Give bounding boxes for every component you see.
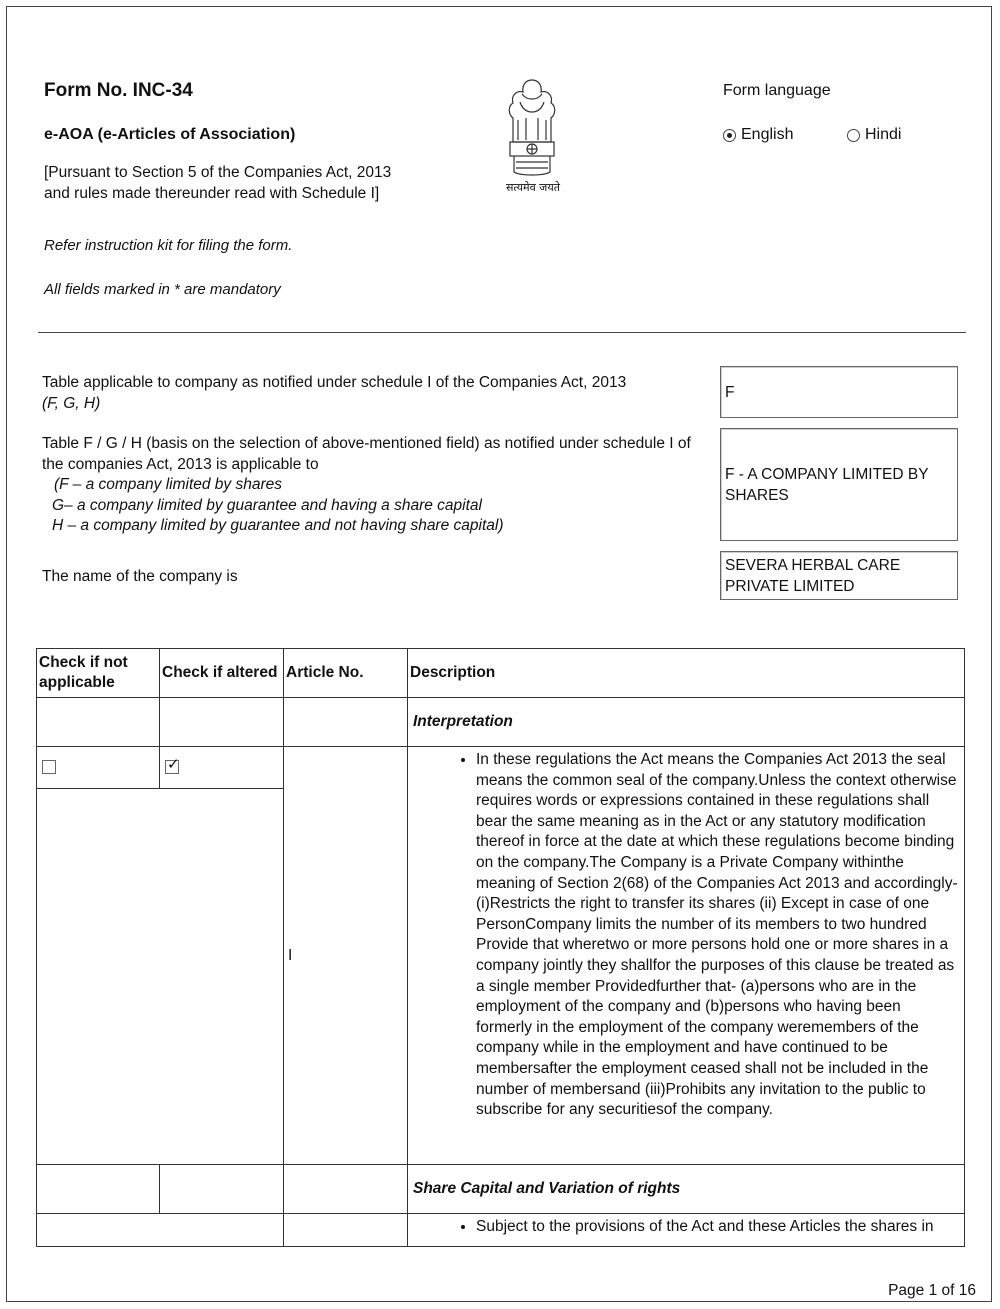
- header-article-no: Article No.: [284, 649, 408, 698]
- table-applicable-to-field[interactable]: F - A COMPANY LIMITED BY SHARES: [720, 428, 958, 541]
- section-row-share-capital: [37, 1165, 965, 1214]
- table-header-row: [37, 649, 965, 698]
- pursuant-note: [Pursuant to Section 5 of the Companies Act, 2013 and rules made thereunder read with Schedule I]: [44, 164, 392, 202]
- table-applicable-to-label: Table F / G / H (basis on the selection of above-mentioned field) as notified under schedule I of the companies Act, 2013 is applicable to (F – a company limited by shares G– a company limited by guarantee and having a share capital H – a company limited by guarantee and not having share capital): [42, 435, 691, 534]
- not-applicable-checkbox[interactable]: [42, 760, 56, 774]
- company-name-label: The name of the company is: [42, 568, 238, 585]
- header-divider: [38, 332, 966, 333]
- instruction-note: Refer instruction kit for filing the form.: [44, 237, 293, 254]
- list-item: • In these regulations the Act means the Companies Act 2013 the seal means the common seal of the company.Unless the context otherwise requires words or expressions contained in these regulations shall bear the same meaning as in the Act or any statutory modification thereof in force at the date at which these regulations become binding on the company.The Company is a Private Company withinthe meaning of Section 2(68) of the Companies Act 2013 and accordingly- (i)Restricts the right to transfer its shares (ii) Except in case of one PersonCompany limits the number of its members to two hundred Provide that wheretwo or more persons hold one or more shares in a company jointly they shallfor the purposes of this clause be treated as a single member Providedfurther that- (a)persons who are in the employment of the company and (b)persons who having been formerly in the employment of the company weremembers of the company while in the employment and have continued to be membersafter the employment ceased shall not be included in the number of membersand (iii)Prohibits any invitation to the public to subscribe for any securitiesof the company.: [476, 750, 958, 1121]
- section-title: Interpretation: [408, 698, 965, 747]
- radio-selected-icon[interactable]: [723, 129, 736, 142]
- article-description: [408, 747, 965, 1165]
- language-option-english[interactable]: [723, 126, 793, 144]
- language-option-label: English: [741, 126, 794, 143]
- form-title: e-AOA (e-Articles of Association): [44, 126, 296, 143]
- header-not-applicable: Check if not applicable: [37, 649, 160, 698]
- emblem-motto: सत्यमेव जयते: [505, 181, 560, 194]
- language-option-label: Hindi: [865, 126, 902, 143]
- articles-table: [36, 648, 965, 1247]
- article-description: [408, 1214, 965, 1247]
- header-altered: Check if altered: [160, 649, 284, 698]
- article-row: [37, 1214, 965, 1247]
- language-option-hindi[interactable]: [847, 126, 901, 144]
- page-number: Page 1 of 16: [888, 1282, 976, 1299]
- radio-unselected-icon[interactable]: [847, 129, 860, 142]
- table-applicable-label: Table applicable to company as notified under schedule I of the Companies Act, 2013 (F, G, H): [42, 374, 627, 412]
- article-row: [37, 747, 965, 789]
- checkmark-icon: ✓: [167, 756, 180, 774]
- section-title: Share Capital and Variation of rights: [408, 1165, 965, 1214]
- list-item: • Subject to the provisions of the Act and these Articles the shares in: [476, 1217, 958, 1238]
- section-row-interpretation: [37, 698, 965, 747]
- form-number: Form No. INC-34: [44, 80, 193, 101]
- form-language-label: Form language: [723, 82, 831, 99]
- table-applicable-field[interactable]: F: [720, 366, 958, 418]
- altered-checkbox[interactable]: [165, 756, 180, 774]
- national-emblem-icon: [492, 72, 572, 197]
- header-description: Description: [408, 649, 965, 698]
- mandatory-note: All fields marked in * are mandatory: [44, 281, 281, 298]
- company-name-field[interactable]: SEVERA HERBAL CARE PRIVATE LIMITED: [720, 551, 958, 600]
- article-number: I: [284, 747, 408, 1165]
